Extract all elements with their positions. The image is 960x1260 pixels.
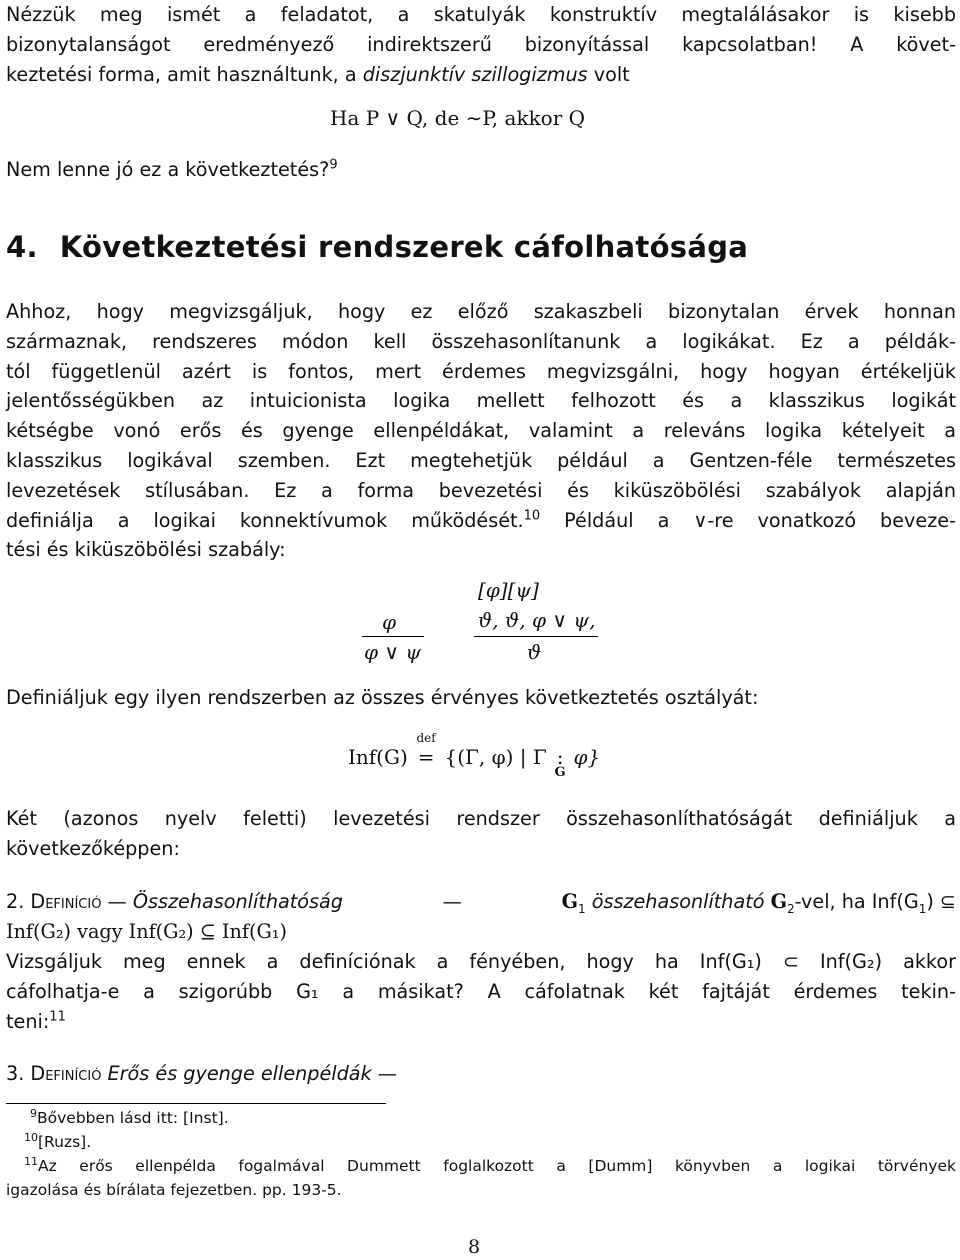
intro-rule-premise: φ xyxy=(382,610,397,634)
footnote-ref-9[interactable]: 9 xyxy=(329,157,338,173)
definition-2-label: Definíció xyxy=(30,890,102,913)
para-line-8: definiálja a logikai konnektívumok működését.$^{10}$ Például a ∨-re vonatkozó beveze- xyxy=(6,508,956,532)
intro-rule-conclusion: φ ∨ ψ xyxy=(364,640,422,664)
examine-line-1: Vizsgáljuk meg ennek a definíciónak a fényében, hogy ha Inf(G₁) ⊂ Inf(G₂) akkor xyxy=(6,950,956,973)
definition-3-label: Definíció xyxy=(30,1062,102,1085)
compare-line-1: Két (azonos nyelv feletti) levezetési rendszer összehasonlíthatóságát definiáljuk a xyxy=(6,807,956,830)
para-line-5: kétségbe vonó erős és gyenge ellenpéldákat, valamint a releváns logika kételyeit a xyxy=(6,419,956,443)
para-line-6: klasszikus logikával szemben. Ezt megtehetjük például a Gentzen-féle természetes xyxy=(6,448,956,472)
para-line-2: származnak, rendszeres módon kell összehasonlítanunk a logikákat. Ez a példák- xyxy=(6,329,956,353)
para-line-9: tési és kiküszöbölési szabály: xyxy=(6,538,286,562)
footnote-9: $^9$Bővebben lásd itt: [Inst]. xyxy=(30,1106,229,1127)
footnote-11-continued: igazolása és bírálata fejezetben. pp. 193-5. xyxy=(6,1181,342,1199)
main-paragraph xyxy=(6,297,956,565)
footnotes xyxy=(6,1106,956,1202)
footnote-ref-11[interactable]: 11 xyxy=(49,1009,66,1025)
para-line-1: Ahhoz, hogy megvizsgáljuk, hogy ez előző szakaszbeli bizonytalan érvek honnan xyxy=(6,300,956,323)
section-heading xyxy=(6,230,748,264)
definition-3-name: Erős és gyenge ellenpéldák xyxy=(107,1062,372,1085)
definition-2-name: Összehasonlíthatóság xyxy=(132,890,343,913)
define-sentence: Definiáljuk egy ilyen rendszerben az összes érvényes következtetés osztályát: xyxy=(6,686,759,709)
elim-rule-bar xyxy=(474,636,598,637)
intro-line-3: keztetési forma, amit használtunk, a diszjunktív szillogizmus volt xyxy=(6,62,630,86)
intro-line-2: bizonytalanságot eredményező indirektszerű bizonyítással kapcsolatban! A követ- xyxy=(6,32,956,56)
footnote-separator xyxy=(6,1103,386,1104)
compare-paragraph xyxy=(6,804,956,864)
para-line-7: levezetések stílusában. Ez a forma bevezetési és kiküszöbölési szabályok alapján xyxy=(6,478,956,502)
footnote-11: $^{11}$Az erős ellenpélda fogalmával Dummett foglalkozott a [Dumm] könyvben a logikai törvények xyxy=(24,1154,956,1175)
section-title: Következtetési rendszerek cáfolhatósága xyxy=(59,230,749,264)
intro-line-1: Nézzük meg ismét a feladatot, a skatulyák konstruktív megtalálásakor is kisebb xyxy=(6,3,956,26)
examine-line-2: cáfolhatja-e a szigorúbb G₁ a másikat? A cáfolatnak két fajtáját érdemes tekin- xyxy=(6,979,956,1003)
para-line-4: jelentősségükben az intuicionista logika mellett felhozott és a klasszikus logikát xyxy=(6,389,956,413)
elim-rule-conclusion: ϑ xyxy=(527,640,542,664)
intro-rule-bar xyxy=(362,636,424,637)
examine-paragraph xyxy=(6,947,956,1036)
compare-line-2: következőképpen: xyxy=(6,836,180,860)
definition-2-line-1: 2. Definíció — Összehasonlíthatóság — $G_1$ összehasonlítható $G_2$-vel, ha $Inf(G_1)$ ⊆ xyxy=(6,890,956,916)
para-line-3: tól függetlenül azért is fontos, mert érdemes megvizsgálni, hogy hogyan értékeljük xyxy=(6,359,956,383)
page-number: 8 xyxy=(468,1236,481,1258)
inf-definition: Inf(G) def = {(Γ, φ) | Γ : G φ} xyxy=(348,731,601,780)
footnote-ref-10[interactable]: 10 xyxy=(523,508,541,524)
intro-paragraph xyxy=(6,0,956,89)
footnote-10: $^{10}$[Ruzs]. xyxy=(24,1130,92,1151)
section-number: 4. xyxy=(6,230,38,264)
disjunctive-syllogism-term: diszjunktív szillogizmus xyxy=(362,62,588,86)
elim-rule-premises: ϑ, ϑ, φ ∨ ψ, xyxy=(478,608,596,632)
definition-3-line: 3. Definíció Erős és gyenge ellenpéldák — xyxy=(6,1062,397,1085)
examine-line-3: teni:$^{11}$ xyxy=(6,1009,66,1033)
definition-2-line-2: Inf(G₂) vagy Inf(G₂) ⊆ Inf(G₁) xyxy=(6,920,287,943)
syllogism-formula: Ha P ∨ Q, de ∼P, akkor Q xyxy=(330,106,586,130)
question-line: Nem lenne jó ez a következtetés?$^9$ xyxy=(6,157,338,181)
elim-rule-assumptions: [φ][ψ] xyxy=(478,578,539,602)
